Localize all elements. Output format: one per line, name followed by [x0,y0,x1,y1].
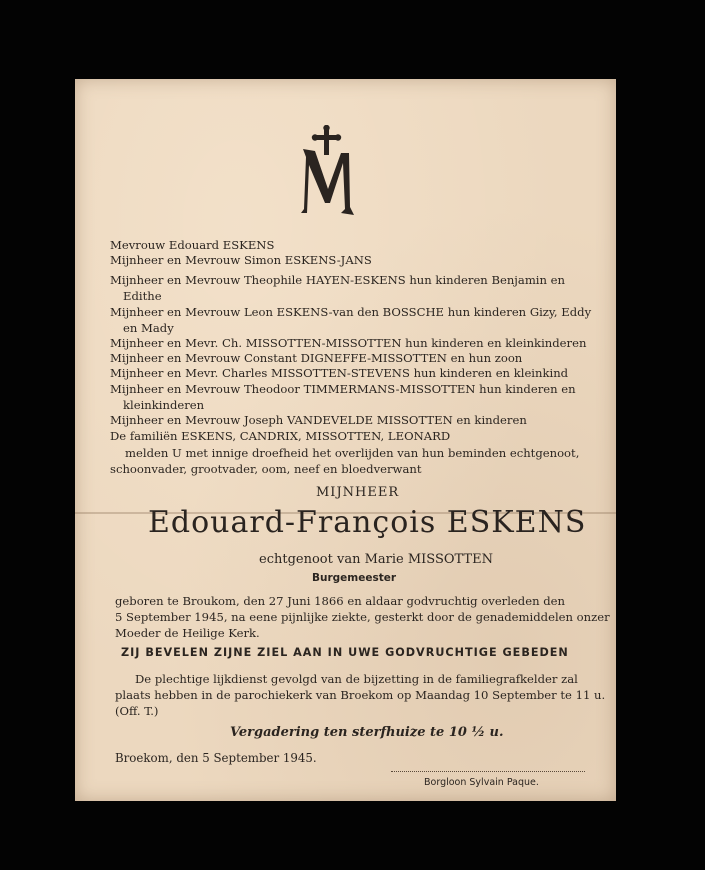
relative-line: en Mady [123,321,174,335]
mourning-card [75,79,616,801]
relative-line: Edithe [123,289,162,303]
place-date: Broekom, den 5 September 1945. [115,751,317,765]
relative-line: Mijnheer en Mevrouw Theodoor TIMMERMANS-MISSOTTEN hun kinderen en [110,382,576,396]
service-line: (Off. T.) [115,704,159,718]
relative-line: Mijnheer en Mevr. Ch. MISSOTTEN-MISSOTTEN hun kinderen en kleinkinderen [110,336,587,350]
announcement-line: melden U met innige droefheid het overlijden van hun beminden echtgenoot, [125,446,580,460]
relative-line: Mevrouw Edouard ESKENS [110,238,275,252]
cross-monogram-icon [297,125,357,220]
relative-line: Mijnheer en Mevrouw Joseph VANDEVELDE MISSOTTEN en kinderen [110,413,527,427]
printer-credit: Borgloon Sylvain Paque. [424,777,539,788]
relative-line: kleinkinderen [123,398,205,412]
title-prefix: MIJNHEER [316,485,400,500]
relative-line: De familiën ESKENS, CANDRIX, MISSOTTEN, LEONARD [110,429,451,443]
relative-line: Mijnheer en Mevrouw Leon ESKENS-van den BOSSCHE hun kinderen Gizy, Eddy [110,305,592,319]
prayer-request: ZIJ BEVELEN ZIJNE ZIEL AAN IN UWE GODVRUCHTIGE GEBEDEN [121,646,569,659]
birth-death-line: geboren te Broukom, den 27 Juni 1866 en aldaar godvruchtig overleden den [115,594,565,608]
birth-death-line: 5 September 1945, na eene pijnlijke ziekte, gesterkt door de genademiddelen onzer [115,610,610,624]
printer-divider [391,771,585,772]
announcement-line: schoonvader, grootvader, oom, neef en bloedverwant [110,462,422,476]
birth-death-line: Moeder de Heilige Kerk. [115,626,260,640]
gathering-line: Vergadering ten sterfhuize te 10 ½ u. [230,725,504,740]
service-line: plaats hebben in de parochiekerk van Broekom op Maandag 10 September te 11 u. [115,688,606,702]
relative-line: Mijnheer en Mevrouw Constant DIGNEFFE-MISSOTTEN en hun zoon [110,351,523,365]
relative-line: Mijnheer en Mevrouw Theophile HAYEN-ESKENS hun kinderen Benjamin en [110,273,565,287]
spouse-line: echtgenoot van Marie MISSOTTEN [259,552,493,567]
deceased-name: Edouard-François ESKENS [148,505,587,540]
relative-line: Mijnheer en Mevrouw Simon ESKENS-JANS [110,253,372,267]
function-title: Burgemeester [312,572,397,584]
service-line: De plechtige lijkdienst gevolgd van de bijzetting in de familiegrafkelder zal [135,672,578,686]
relative-line: Mijnheer en Mevr. Charles MISSOTTEN-STEVENS hun kinderen en kleinkind [110,366,569,380]
